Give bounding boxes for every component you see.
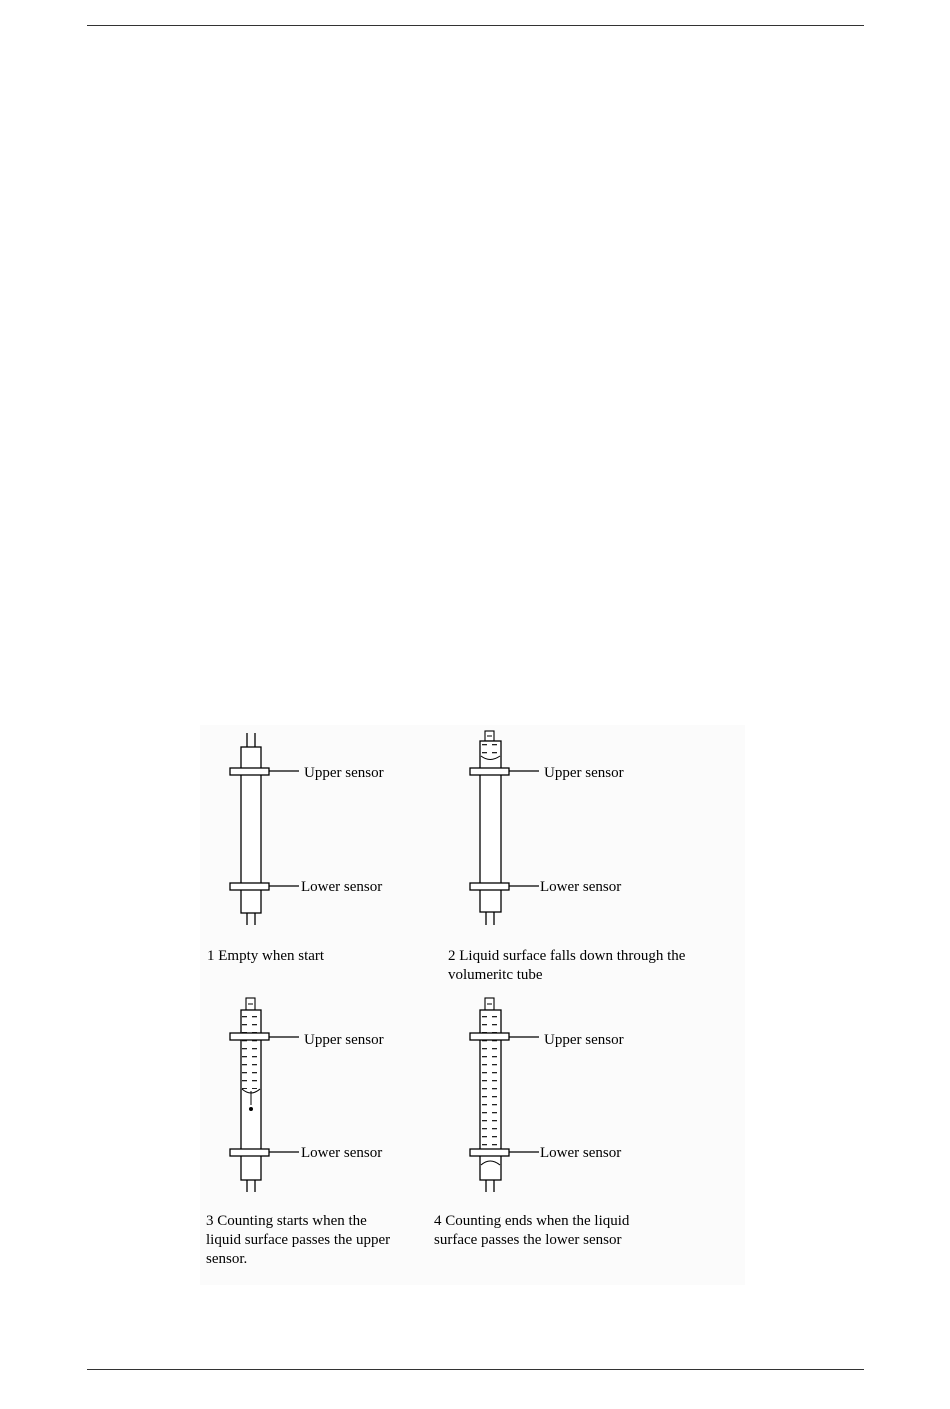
lower-sensor-label-2: Lower sensor xyxy=(540,879,622,895)
header-rule xyxy=(87,25,864,26)
caption-2: 2 Liquid surface falls down through the volumeritc tube xyxy=(448,948,686,983)
tube-2 xyxy=(470,731,539,925)
upper-sensor-label-4: Upper sensor xyxy=(544,1032,624,1048)
tube-4 xyxy=(470,998,539,1192)
footer-rule xyxy=(87,1369,864,1370)
tube-1 xyxy=(230,733,299,925)
tube-illustrations xyxy=(200,725,745,1285)
lower-sensor-label-4: Lower sensor xyxy=(540,1145,622,1161)
caption-3: 3 Counting starts when the liquid surface passes the upper sensor. xyxy=(206,1213,391,1267)
lower-sensor-label-1: Lower sensor xyxy=(301,879,383,895)
upper-sensor-label-2: Upper sensor xyxy=(544,765,624,781)
tube-3 xyxy=(230,998,299,1192)
upper-sensor-label-3: Upper sensor xyxy=(304,1032,384,1048)
upper-sensor-label-1: Upper sensor xyxy=(304,765,384,781)
caption-1: 1 Empty when start xyxy=(207,948,325,964)
sensor-diagram xyxy=(200,725,745,1285)
lower-sensor-label-3: Lower sensor xyxy=(301,1145,383,1161)
caption-4: 4 Counting ends when the liquid surface passes the lower sensor xyxy=(434,1213,630,1248)
